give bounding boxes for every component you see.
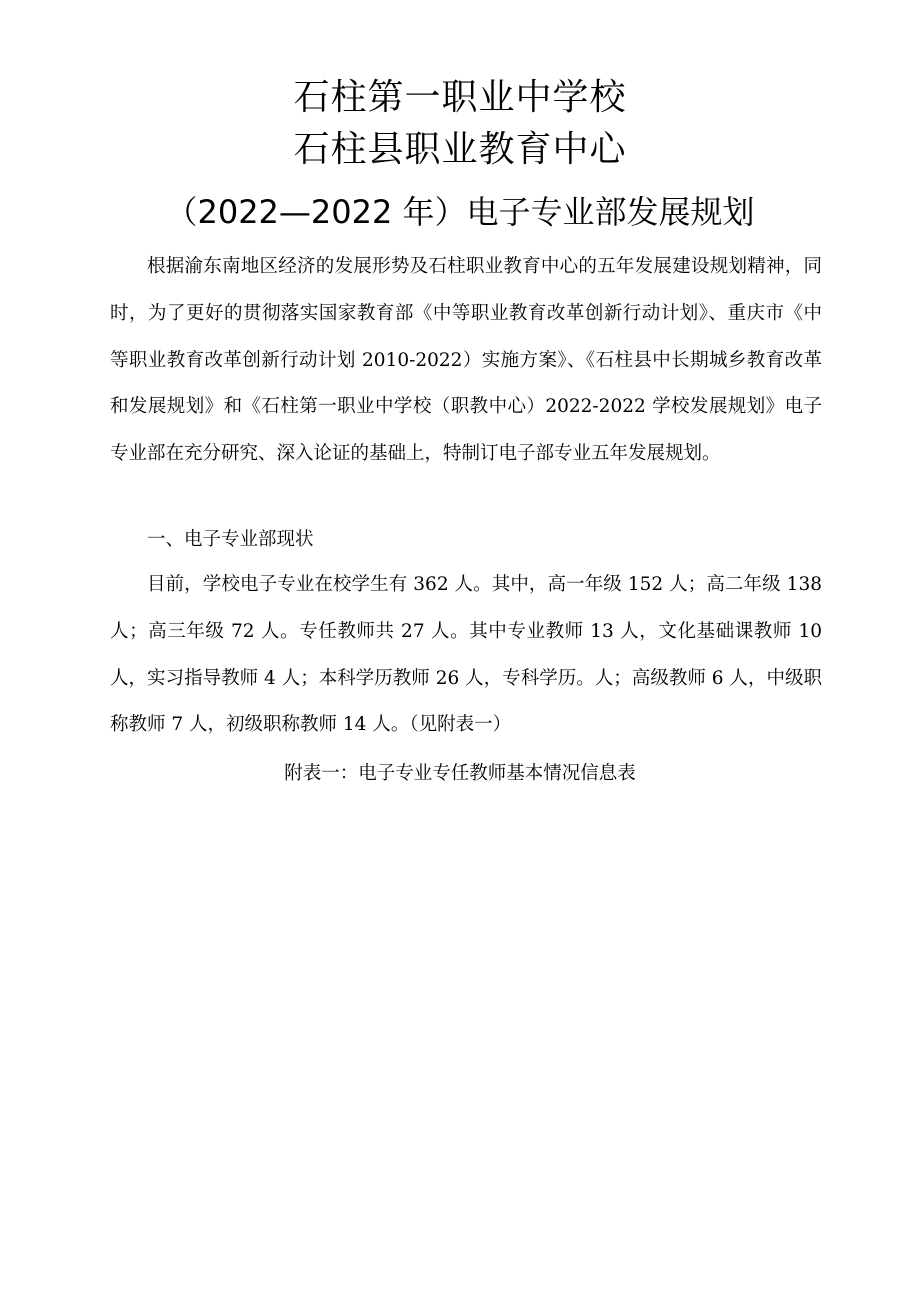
document-title-school: 石柱第一职业中学校 bbox=[293, 77, 627, 118]
status-paragraph: 目前，学校电子专业在校学生有 362 人。其中，高一年级 152 人；高二年级 138 人；高三年级 72 人。专任教师共 27 人。其中专业教师 13 人，文化基础课教师 10 人，实习指导教师 4 人；本科学历教师 26 人，专科学历。人；高级教师 6 人，中级职称教师 7 人，初级职称教师 14 人。（见附表一） bbox=[110, 574, 822, 736]
document-title-center: 石柱县职业教育中心 bbox=[293, 129, 627, 170]
section-heading: 一、电子专业部现状 bbox=[147, 529, 314, 550]
intro-paragraph: 根据渝东南地区经济的发展形势及石柱职业教育中心的五年发展建设规划精神，同时，为了更好的贯彻落实国家教育部《中等职业教育改革创新行动计划》、重庆市《中等职业教育改革创新行动计划 2010-2022）实施方案》、《石柱县中长期城乡教育改革和发展规划》和《石柱第一职业中学校（职教中心）2022-2022 学校发展规划》电子专业部在充分研究、深入论证的基础上，特制订电子部专业五年发展规划。 bbox=[110, 256, 822, 465]
table-caption: 附表一：电子专业专任教师基本情况信息表 bbox=[284, 763, 636, 784]
document-subtitle: （2022—2022 年）电子专业部发展规划 bbox=[165, 193, 755, 231]
